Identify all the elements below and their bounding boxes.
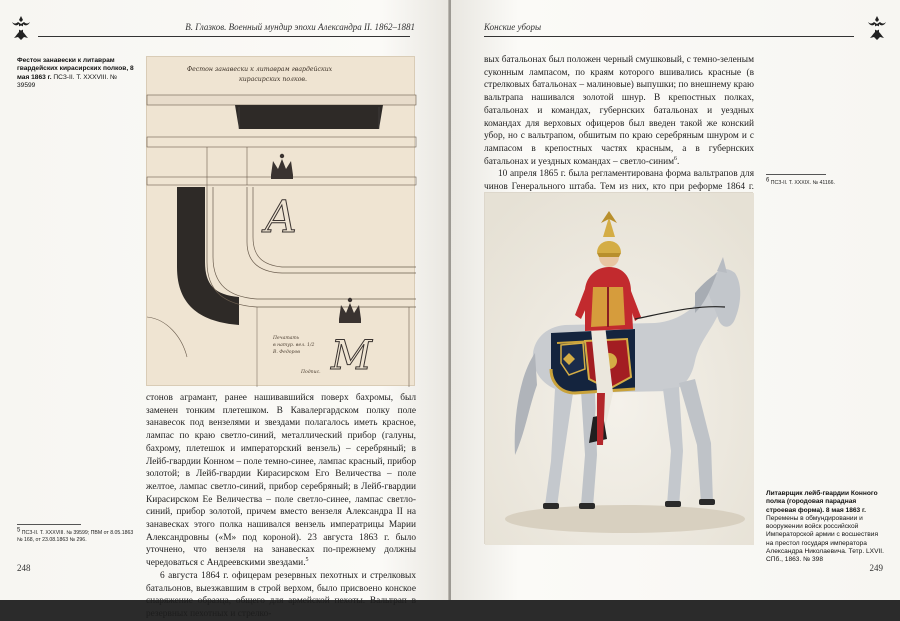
running-head: В. Глазков. Военный мундир эпохи Александра II. 1862–1881 — [185, 22, 415, 32]
footnote-rule — [766, 174, 826, 175]
caption-normal: ПСЗ-II. Т. XXXVIII. № 39599 — [17, 73, 118, 89]
page-number: 249 — [869, 563, 883, 573]
plate-caption — [766, 490, 884, 565]
paragraph: 6 августа 1864 г. офицерам резервных пехотных и стрелковых батальонов, выезжавшим в строй верхом, было присвоено конское снаряжение образца, общего для армейской пехоты. Вальтрап в резервных пехотных и стрелко- — [146, 570, 416, 619]
right-footnote: $^6$ ПСЗ-II. Т. XXXIX. № 41166. — [766, 177, 835, 186]
festoon-drawing — [146, 56, 415, 386]
monogram-m: M — [331, 333, 372, 379]
left-body-text — [146, 392, 416, 621]
drawing-note-2: в натур. вел. 1/2 — [273, 343, 315, 348]
drawing-title-1: Фестон занавески к литаврам гвардейских — [187, 66, 333, 73]
drawing-title-2: кирасирских полков. — [239, 76, 307, 83]
header-rule — [38, 36, 410, 37]
header-rule — [484, 36, 854, 37]
kettledrummer-illustration — [484, 192, 753, 544]
figure-caption — [17, 57, 135, 90]
crown-icon — [271, 154, 293, 179]
festoon-drawing-figure — [147, 57, 416, 387]
left-page — [0, 0, 449, 619]
paragraph: вых батальонах был положен черный смушковый, с темно-зеленым суконным лампасом, по краям которого вшивались красные (в стрелковых батальонах – малиновые) выпушки; по внешнему краю вальтрапа нашивался золотой шнур. В крепостных полках, батальонах и командах, губернских батальонах и уездных командах для верховых офицеров был введен такой же конский убор, но с вальтрапом, обшитым по краю серебряным шнуром и с лампасом в крепостных частях красным, а в губернских батальонах и уездных командах – светло-синим$^6$. — [484, 55, 754, 167]
crown-icon-2 — [339, 298, 361, 323]
kettledrummer-image — [485, 193, 754, 545]
monogram-a: A — [265, 192, 297, 243]
drawing-note-1: Печатать — [273, 336, 300, 341]
caption-normal: Перемены в обмундировании и вооружении войск российской Императорской армии с восшествия на престол государя императора Александра Николаевича. Тетр. LXVII. СПб., 1863. № 398 — [766, 514, 884, 564]
footnote-rule — [17, 524, 81, 525]
paragraph: 10 апреля 1865 г. была регламентирована форма вальтрапов для чинов Генерального штаба. Тем из них, кто при реформе 1864 г. — [484, 169, 754, 193]
eagle-emblem-icon — [8, 14, 34, 42]
caption-bold: Фестон занавески к литаврам гвардейских кирасирских полков, 8 мая 1863 г. — [17, 57, 134, 81]
drawing-signature: Подпис. — [301, 370, 321, 375]
running-head: Конские уборы — [484, 22, 542, 32]
drawing-note-3: В. Федоров — [273, 350, 300, 355]
caption-bold: Литаврщик лейб-гвардии Конного полка (городовая парадная строевая форма). 8 мая 1863 г. — [766, 490, 878, 514]
eagle-emblem-icon — [864, 14, 890, 42]
left-footnote: $^5$ ПСЗ-II. Т. XXXVIII. № 39599; ПВМ от 8.05.1863 № 168, от 23.08.1863 № 296. — [17, 527, 134, 543]
paragraph: стонов аграмант, ранее нашивавшийся поверх бахромы, был заменен тонким плетешком. В Кавалергардском полку поле занавесок под вензелями и звездами полагалось иметь красное, лампас по краю светло-синий, металлический прибор (галуны, бахрому, плетешок и императорский вензель) – серебряный; в Лейб-гвардии Конном – поле темно-синее, лампас красный, прибор золотой; в Лейб-гвардии Кирасирском Его Величества – поле желтое, лампас светло-синий, прибор серебряный; в Лейб-гвардии Кирасирском Ее Величества – поле светло-синее, лампас светло-синий, прибор золотой, причем вместо вензеля Александра II на занавесках этого полка нашивался вензель императрицы Марии Александровны («М» под короной). 23 августа 1863 г. было уточнено, что вензеля на занавесках по-прежнему должны чередоваться с Андреевскими звездами.$^5$ — [146, 393, 416, 569]
page-number: 248 — [17, 563, 31, 573]
